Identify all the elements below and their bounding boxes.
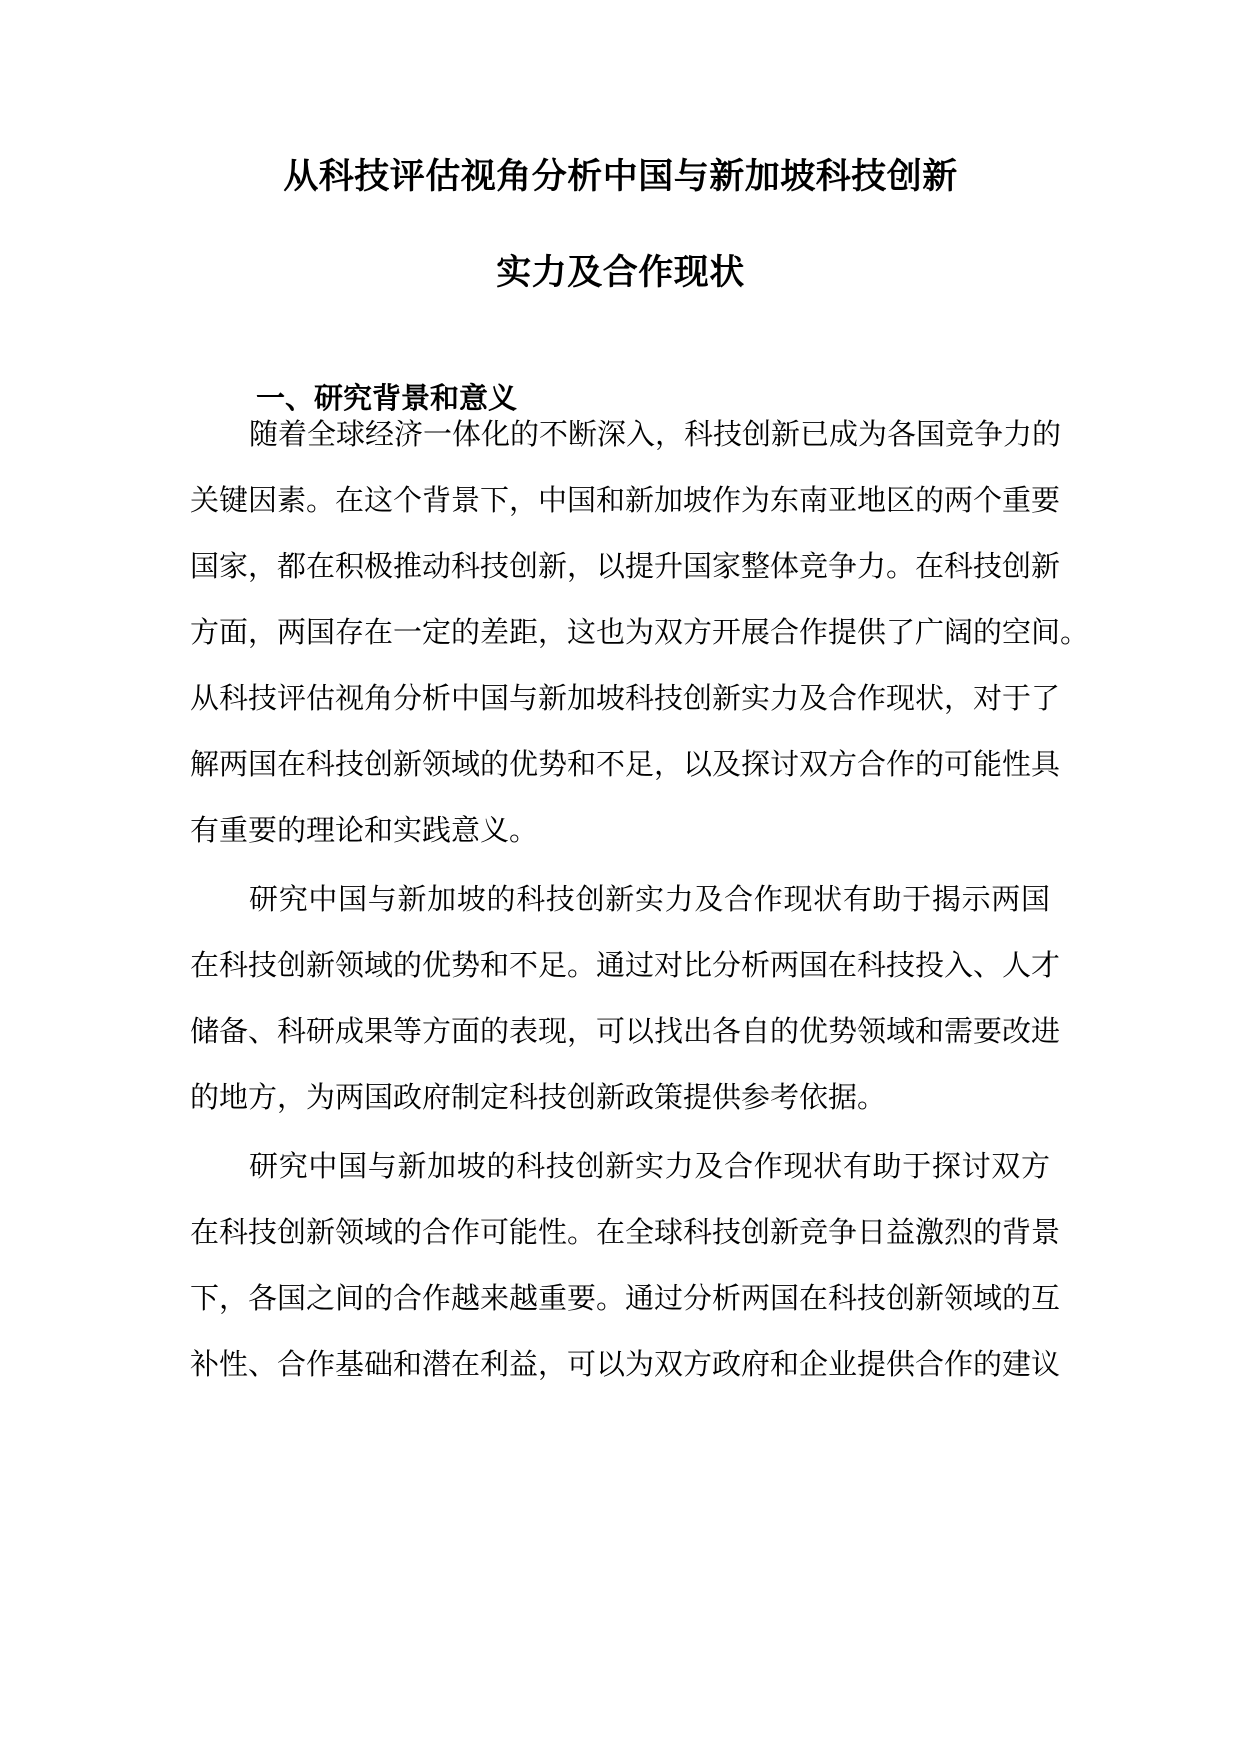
paragraph-1-line-3: 国家，都在积极推动科技创新，以提升国家整体竞争力。在科技创新 [190, 549, 1061, 583]
paragraph-1-line-5: 从科技评估视角分析中国与新加坡科技创新实力及合作现状，对于了 [190, 681, 1061, 715]
paragraph-1-line-4: 方面，两国存在一定的差距，这也为双方开展合作提供了广阔的空间。 [190, 615, 1090, 649]
paragraph-1-line-2: 关键因素。在这个背景下，中国和新加坡作为东南亚地区的两个重要 [190, 483, 1061, 517]
document-title-line-2: 实力及合作现状 [496, 253, 745, 293]
paragraph-3-line-4: 补性、合作基础和潜在利益，可以为双方政府和企业提供合作的建议 [190, 1347, 1061, 1381]
paragraph-3-line-1: 研究中国与新加坡的科技创新实力及合作现状有助于探讨双方 [249, 1149, 1050, 1183]
document-title-line-1: 从科技评估视角分析中国与新加坡科技创新 [283, 157, 958, 197]
paragraph-2-line-4: 的地方，为两国政府制定科技创新政策提供参考依据。 [190, 1080, 887, 1114]
paragraph-2-line-1: 研究中国与新加坡的科技创新实力及合作现状有助于揭示两国 [249, 882, 1050, 916]
paragraph-1-line-7: 有重要的理论和实践意义。 [190, 813, 539, 847]
paragraph-1-line-1: 随着全球经济一体化的不断深入，科技创新已成为各国竞争力的 [249, 417, 1062, 451]
paragraph-3-line-3: 下，各国之间的合作越来越重要。通过分析两国在科技创新领域的互 [190, 1281, 1061, 1315]
section-heading: 一、研究背景和意义 [256, 381, 518, 415]
paragraph-2-line-2: 在科技创新领域的优势和不足。通过对比分析两国在科技投入、人才 [190, 948, 1061, 982]
paragraph-2-line-3: 储备、科研成果等方面的表现，可以找出各自的优势领域和需要改进 [190, 1014, 1061, 1048]
paragraph-1-line-6: 解两国在科技创新领域的优势和不足，以及探讨双方合作的可能性具 [190, 747, 1061, 781]
paragraph-3-line-2: 在科技创新领域的合作可能性。在全球科技创新竞争日益激烈的背景 [190, 1215, 1061, 1249]
